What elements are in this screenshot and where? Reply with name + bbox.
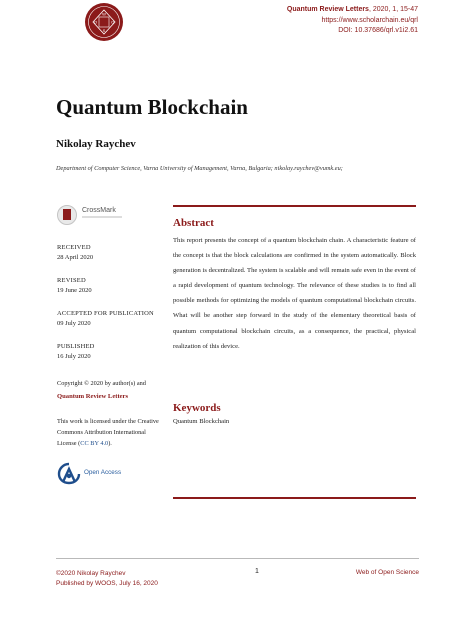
history-date: 16 July 2020 [57,353,91,360]
history-received [57,243,93,263]
abstract-text: This report presents the concept of a quantum blockchain chain. A characteristic feature of the concept is that the block calculations are confirmed in the system automatically. Block generation is decentralized. The system is scalable and will remain safe even in the event of a rapid development of quantum technology. The relevance of these studies is to find all possible methods for optimizing the models of quantum computational blockchain circuits. What will be another step forward in the study of the elementary theoretical basis of quantum computational blockchain circuits, as a consequence, the practical, physical realization of this device. [173,237,416,350]
author-name: Nikolay Raychev [56,138,136,150]
history-label: RECEIVED [57,244,91,251]
open-access-label: Open Access [84,469,122,476]
copyright-line: Copyright © 2020 by author(s) and [57,380,146,387]
history-accepted [57,309,154,329]
article-title: Quantum Blockchain [56,95,248,119]
journal-name[interactable]: Quantum Review Letters [286,6,369,13]
logo-letter: O [93,19,98,25]
crossmark-label: CrossMark [82,207,116,214]
footer-left [56,569,158,589]
license-text: This work is licensed under the Creative Commons Attribution International License ( [57,418,159,447]
crossmark-ribbon-icon [63,209,71,220]
history-published [57,342,95,362]
author-affiliation: Department of Computer Science, Varna University of Management, Varna, Bulgaria; nikolay.raychev@vumk.eu; [56,165,343,172]
history-date: 19 June 2020 [57,287,92,294]
logo-letter: O [110,19,115,25]
license-link[interactable]: CC BY 4.0 [80,440,109,447]
crossmark-subline [82,216,122,218]
journal-logo [84,2,124,42]
keywords-text: Quantum Blockchain [173,418,230,425]
journal-header [287,5,418,37]
journal-url[interactable]: https://www.scholarchain.eu/qrl [321,16,418,24]
doi-link[interactable]: DOI: 10.37686/qrl.v1i2.61 [338,27,418,34]
footer-copyright: ©2020 Nikolay Raychev [56,570,126,577]
history-date: 28 April 2020 [57,254,94,261]
open-access-icon [57,461,81,485]
history-label: PUBLISHED [57,343,95,350]
copyright-journal[interactable]: Quantum Review Letters [57,393,129,400]
history-label: ACCEPTED FOR PUBLICATION [57,310,154,317]
license-notice [57,416,165,449]
history-date: 09 July 2020 [57,320,91,327]
footer-publisher-link[interactable]: Web of Open Science [355,569,419,576]
logo-letter: S [102,28,106,33]
history-revised [57,276,92,296]
journal-citation [287,5,418,16]
license-end: ). [108,440,112,447]
footer-rule [56,558,419,559]
citation-details: , 2020, 1, 15-47 [368,6,418,13]
history-label: REVISED [57,277,86,284]
keywords-bottom-rule [173,497,416,499]
page-number: 1 [255,568,259,575]
logo-letter: W [102,11,106,17]
abstract-heading: Abstract [173,217,214,229]
abstract-top-rule [173,205,416,207]
keywords-heading: Keywords [173,402,221,414]
footer-published: Published by WOOS, July 16, 2020 [56,580,158,587]
copyright-notice [57,379,165,402]
crossmark-badge[interactable] [57,205,127,225]
open-access-badge[interactable] [57,461,137,485]
